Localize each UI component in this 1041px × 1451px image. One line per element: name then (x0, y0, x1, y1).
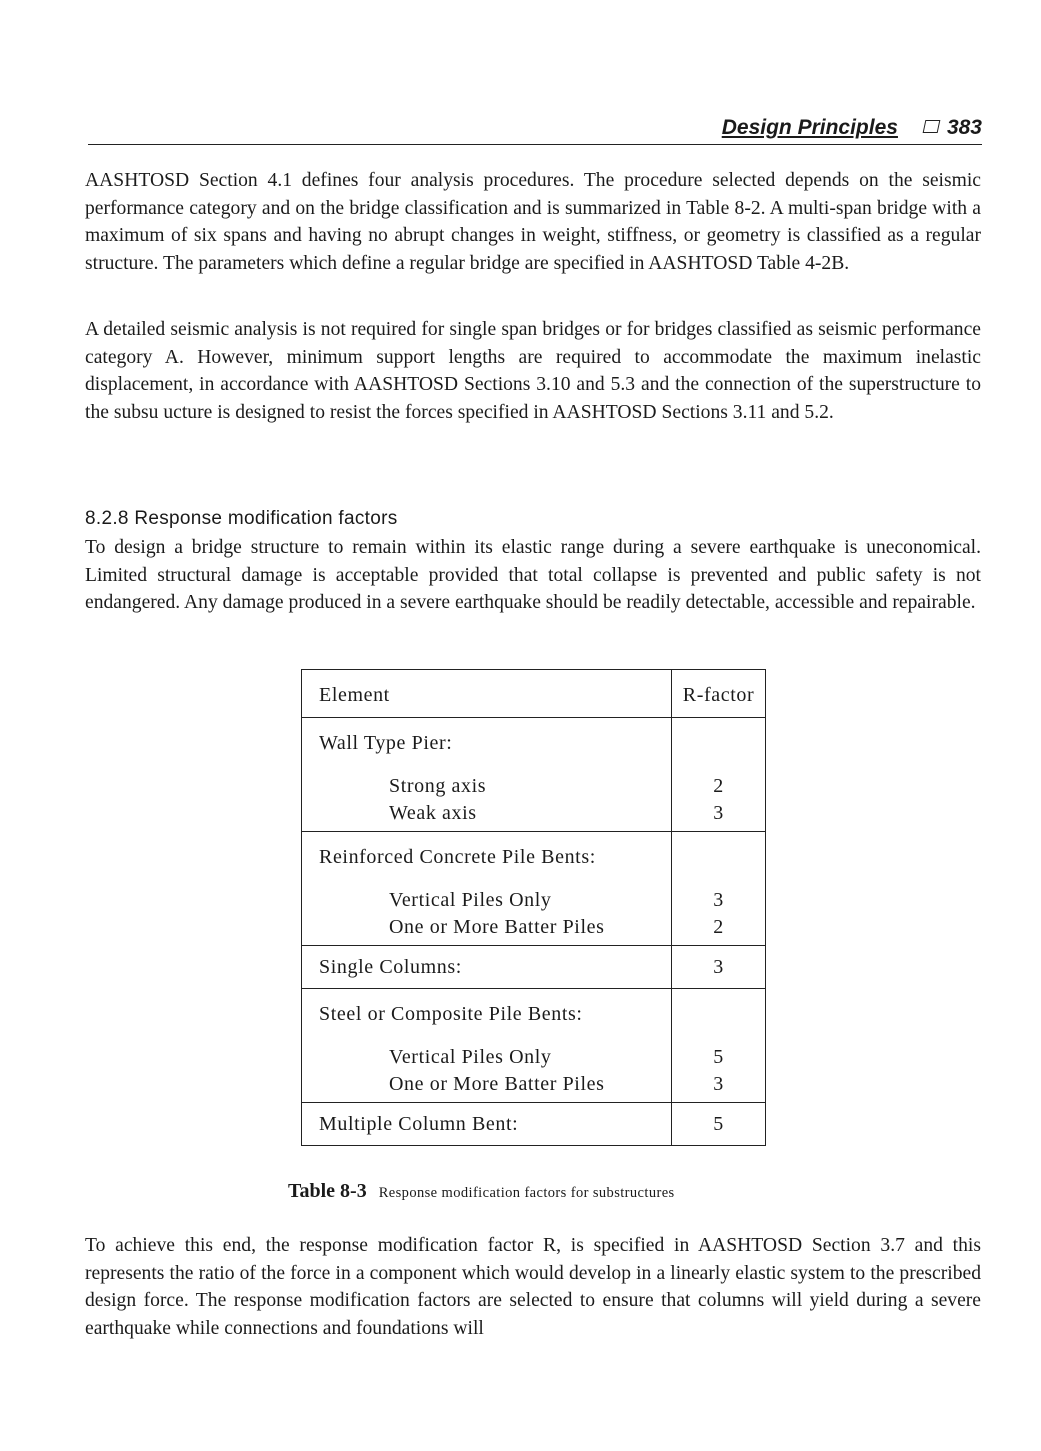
row-label: One or More Batter Piles (389, 1073, 605, 1095)
row-value: 5 (713, 1046, 724, 1068)
group-title: Single Columns: (319, 956, 462, 978)
header-element: Element (302, 670, 672, 718)
row-label: Weak axis (389, 802, 477, 824)
paragraph-detailed-analysis: A detailed seismic analysis is not required for single span bridges or for bridges classified as seismic performance category A. However, minimum support lengths are required to accommodate the maximum inelastic displacement, in accordance with AASHTOSD Sections 3.10 and 5.3 and the connection of the superstructure to the subsu ucture is designed to resist the forces specified in AASHTOSD Sections 3.11 and 5.2. (85, 319, 981, 423)
header-r-factor: R-factor (672, 670, 766, 718)
row-value: 3 (713, 956, 724, 978)
page-number: 383 (946, 116, 982, 139)
table-row (302, 989, 766, 1103)
group-title: Reinforced Concrete Pile Bents: (319, 846, 596, 868)
table-caption (288, 1180, 675, 1203)
group-title: Wall Type Pier: (319, 732, 453, 754)
running-header (88, 114, 982, 145)
section-heading: 8.2.8 Response modification factors (85, 508, 398, 529)
group-title: Multiple Column Bent: (319, 1113, 519, 1135)
row-value: 2 (713, 916, 724, 938)
table-row (302, 718, 766, 832)
row-value: 3 (713, 1073, 724, 1095)
paragraph-r-factor: To achieve this end, the response modification factor R, is specified in AASHTOSD Section 3.7 and this represents the ratio of the force in a component which would develop in a linearly elastic system to the prescribed design force. The response modification factors are selected to ensure that columns will yield during a severe earthquake while connections and foundations will (85, 1235, 981, 1339)
row-value: 5 (713, 1113, 724, 1135)
table-caption-label: Table 8-3 (288, 1180, 367, 1202)
table-row (302, 832, 766, 946)
paragraph-analysis-procedures: AASHTOSD Section 4.1 defines four analysis procedures. The procedure selected depends on the seismic performance category and on the bridge classification and is summarized in Table 8-2. A multi-span bridge with a maximum of six spans and having no abrupt changes in weight, stiffness, or geometry is classified as a regular structure. The parameters which define a regular bridge are specified in AASHTOSD Table 4-2B. (85, 170, 981, 274)
row-value: 2 (713, 775, 724, 797)
table-caption-text: Response modification factors for substructures (378, 1185, 675, 1201)
running-title: Design Principles (721, 116, 898, 139)
row-label: One or More Batter Piles (389, 916, 605, 938)
table-row (302, 946, 766, 989)
group-title: Steel or Composite Pile Bents: (319, 1003, 583, 1025)
paragraph-design-intro: To design a bridge structure to remain within its elastic range during a severe earthquake is uneconomical. Limited structural damage is acceptable provided that total collapse is prevented and public safety is not endangered. Any damage produced in a severe earthquake should be readily detectable, accessible and repairable. (85, 537, 981, 613)
table-header-row (302, 670, 766, 718)
table-row (302, 1103, 766, 1146)
box-icon (923, 120, 941, 133)
r-factor-table (301, 669, 766, 1146)
row-label: Strong axis (389, 775, 487, 797)
row-label: Vertical Piles Only (389, 1046, 552, 1068)
row-label: Vertical Piles Only (389, 889, 552, 911)
row-value: 3 (713, 802, 724, 824)
row-value: 3 (713, 889, 724, 911)
